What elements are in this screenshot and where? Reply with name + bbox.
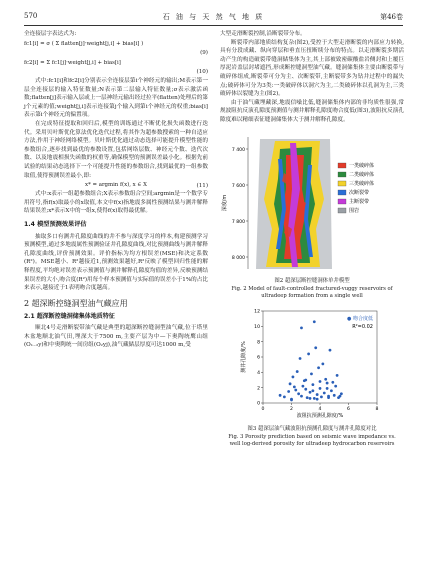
right-column bbox=[220, 30, 404, 449]
data-point bbox=[307, 352, 310, 355]
paragraph: 式中:fc1[i]和fc2[i]分别表示全连接层第i个神经元的输出;M表示第一层全连接层的输入特征数量;N表示第二层输入特征数量;σ表示激活函数;flatten[j]表示输入层或上一层神经元输出经过拉平(flatten)处理后的第j个元素的值;weight[j,i]表示连接第j个输入到第i个神经元的权重;bias[i]表示第i个神经元的偏置项。 bbox=[24, 77, 208, 119]
data-point bbox=[290, 398, 293, 401]
left-column bbox=[24, 30, 208, 350]
x-tick-label: 8 bbox=[375, 406, 379, 412]
data-point bbox=[279, 393, 282, 396]
paragraph: 在完成特征提取和回归后,模型的训练通过不断优化损失函数进行迭代。采用贝叶斯优化算法优化迭代过程,将其作为超参数搜索的一种自适应方法,作用于神经网络模型。贝叶斯优化通过动态选择可能提升模型性能的参数组合,逐步找到最优的参数设置,包括网络层数、神经元个数、迭代次数、以及地震相损失函数的权重等,确保模型的预测误差最小化。根据先前试验的结果动态选择下一个可能提升性能的参数组合,找到最优的一组参数取值,使得预测误差最小,即: bbox=[24, 120, 208, 179]
data-point bbox=[313, 320, 316, 323]
page-header bbox=[24, 12, 403, 24]
legend-swatch bbox=[338, 163, 346, 168]
legend-swatch bbox=[338, 190, 346, 195]
journal-title: 石 油 与 天 然 气 地 质 bbox=[162, 13, 265, 21]
paragraph: 式中:x表示一组超参数组合;X表示参数组合空间;argmin是一个数学专用符号,指f(x)取最小的x取值,本文中f(x)指地震多属性预测结果与测井解释结果误差;x*表示X中的一组x,使得f(x)取得最优解。 bbox=[24, 191, 208, 215]
volume-label: 第46卷 bbox=[380, 13, 403, 21]
legend-swatch bbox=[338, 181, 346, 186]
figure-3 bbox=[237, 305, 387, 425]
data-point bbox=[317, 366, 320, 369]
data-point bbox=[319, 387, 322, 390]
data-point bbox=[304, 387, 307, 390]
figure-2 bbox=[220, 129, 404, 277]
fig2-tick-label: 7 600 bbox=[231, 183, 245, 189]
paragraph: 全连接层字表达式为: bbox=[24, 31, 77, 37]
legend-swatch bbox=[338, 208, 346, 213]
data-point bbox=[324, 377, 327, 380]
data-point bbox=[302, 384, 305, 387]
data-point bbox=[304, 378, 307, 381]
figure-2-caption-en: Fig. 2 Model of fault-controlled fractured-vuggy reservoirs of bbox=[231, 286, 393, 293]
x-tick-label: 4 bbox=[318, 406, 322, 412]
paragraph: 由于油气藏埋藏深,地震信噪比低,缝洞储集体内部的非均质性很强,常规波阻抗反演孔隙度预测值与测井解释孔隙度吻合度低(图3),波阻抗反演孔隙度难以精细表征缝洞储集体大于测井解释孔隙度。 bbox=[220, 99, 404, 123]
legend-label: 次断裂带 bbox=[349, 189, 370, 196]
data-point bbox=[323, 391, 326, 394]
figure-2-caption-en: ultradeep formation from a single well bbox=[261, 293, 363, 300]
y-tick-label: 4 bbox=[257, 370, 260, 376]
section-heading-2-1: 2.1 超深断控缝洞储集体地质特征 bbox=[24, 313, 115, 321]
fault-model-diagram bbox=[220, 129, 404, 277]
y-tick-label: 2 bbox=[257, 385, 260, 391]
paragraph: 抽取多口有测井孔隙度曲线的井不参与深度学习的样本,构建预测学习预测模型,通过多地震属性预测验证井孔隙度曲线,对比预测曲线与测井解释孔隙度曲线,评价预测效果。评价指标为均方根误差(MSE)和决定系数(R²)。MSE越小、R²越接近1,预测效果越好,R²反映了模型回归性能的解释程度,平均绝对误差表示预测值与测井解释孔隙度均值的差异,反映预测结果误差的大小,吻合度(R²)用每个样本预测值与实际值的误差小于1%的占比来表示,越接近于1表明吻合度越高。 bbox=[24, 233, 208, 292]
paragraph: 顺北4号走滑断裂带油气藏是典型的超深断控缝洞型油气藏,位于塔里木盆地顺北油气田,埋深大于7500 m,主要产层为中—下奥陶统鹰山组(O₁₋₂y)和中奥陶统一间房组(O₂yj),油气藏储层厚度可达1000 m,受 bbox=[24, 325, 208, 349]
x-tick-label: 6 bbox=[347, 406, 350, 412]
section-heading-1-4: 1.4 模型预测效果评估 bbox=[24, 221, 87, 229]
data-point bbox=[336, 374, 339, 377]
data-point bbox=[333, 393, 336, 396]
y-tick-label: 10 bbox=[254, 324, 260, 330]
legend-label: 围岩 bbox=[349, 207, 360, 214]
data-point bbox=[313, 397, 316, 400]
annotation: R²=0.02 bbox=[352, 323, 373, 330]
data-point bbox=[293, 385, 296, 388]
data-point bbox=[339, 394, 342, 397]
data-point bbox=[309, 390, 312, 393]
fig2-tick-label: 7 800 bbox=[231, 219, 245, 225]
legend-label: ● 吻合度低 bbox=[347, 315, 373, 322]
data-point bbox=[292, 375, 295, 378]
legend-swatch bbox=[338, 199, 346, 204]
porosity-scatter-chart bbox=[237, 305, 387, 425]
data-point bbox=[287, 390, 290, 393]
data-point bbox=[296, 370, 299, 373]
data-point bbox=[299, 357, 302, 360]
data-point bbox=[310, 372, 313, 375]
data-point bbox=[311, 383, 314, 386]
legend-label: 二类破碎体 bbox=[349, 171, 375, 178]
data-point bbox=[334, 384, 337, 387]
data-point bbox=[309, 397, 312, 400]
data-point bbox=[300, 326, 303, 329]
data-point bbox=[331, 380, 334, 383]
legend-label: 主断裂带 bbox=[349, 198, 370, 205]
paragraph: 断裂带内部地质结构复杂(图2),受控于大型走滑断裂的内部应力转换,具有分段成藏、纵向穿层和垂直压扭断续分布的特点。以走滑断裂多期活动产生的构造破裂带缝洞储集体为主,其上部被致密碳酸盐岩侧封和上覆巨厚泥岩盖层封堵遮挡,形成断控缝洞型油气藏。缝洞储集体主要由断裂带与破碎体组成,断裂带可分为主、次断裂带,主断裂带多为钻井过程中的漏失点;破碎体可分为3类:一类破碎体以洞穴为主,二类破碎体以孔洞为主,三类破碎体以裂缝为主(图2)。 bbox=[220, 39, 404, 98]
equation-number: (10) bbox=[196, 69, 208, 76]
data-point bbox=[311, 389, 314, 392]
data-point bbox=[319, 380, 322, 383]
data-point bbox=[289, 382, 292, 385]
legend-label: 一类破碎体 bbox=[349, 162, 375, 169]
data-point bbox=[297, 392, 300, 395]
page-number: 570 bbox=[24, 12, 38, 20]
y-axis-label: 测井孔隙度/% bbox=[241, 340, 247, 373]
data-point bbox=[316, 393, 319, 396]
equation-11: x* = argmin f(x), x ∈ X bbox=[85, 182, 147, 189]
figure-3-caption: 图3 超深层油气藏波阻抗预测孔隙度与测井孔隙度对比 bbox=[247, 425, 377, 432]
equation-9: fc1[i] = σ ( Σ flatten[j]·weight[j,i] + bias[i] ) bbox=[24, 40, 144, 47]
fig2-tick-label: 8 000 bbox=[231, 255, 245, 261]
data-point bbox=[326, 387, 329, 390]
y-tick-label: 8 bbox=[257, 339, 260, 345]
paragraph: 大型走滑断裂控制,沿断裂带分布。 bbox=[220, 31, 306, 37]
data-point bbox=[294, 388, 297, 391]
equation-number: (9) bbox=[200, 50, 208, 57]
legend-label: 三类破碎体 bbox=[349, 180, 375, 187]
y-tick-label: 0 bbox=[257, 401, 260, 407]
section-heading-2: 2 超深断控缝洞型油气藏应用 bbox=[24, 298, 128, 308]
data-point bbox=[330, 389, 333, 392]
equation-number: (11) bbox=[196, 182, 208, 189]
figure-3-caption-en: well log-derived porosity for ultradeep hydrocarbon reservoirs bbox=[229, 441, 395, 448]
fig2-tick-label: 7 400 bbox=[231, 147, 245, 153]
data-point bbox=[300, 394, 303, 397]
x-tick-label: 2 bbox=[290, 406, 293, 412]
data-point bbox=[327, 396, 330, 399]
data-point bbox=[316, 397, 319, 400]
y-tick-label: 12 bbox=[254, 309, 260, 315]
data-point bbox=[320, 395, 323, 398]
data-point bbox=[283, 395, 286, 398]
header-rule bbox=[24, 25, 403, 26]
x-axis-label: 波阻抗预测孔隙度/% bbox=[296, 412, 344, 419]
data-point bbox=[321, 362, 324, 365]
x-tick-label: 0 bbox=[261, 406, 265, 412]
figure-2-caption: 图2 超深层断控缝洞体单井模型 bbox=[274, 277, 350, 284]
data-point bbox=[329, 348, 332, 351]
y-tick-label: 6 bbox=[257, 355, 260, 361]
figure-3-caption-en: Fig. 3 Porosity prediction based on seismic wave impedance vs. bbox=[228, 434, 396, 441]
fig2-ylabel: 深度/m bbox=[222, 194, 228, 211]
data-point bbox=[306, 396, 309, 399]
legend-swatch bbox=[338, 172, 346, 177]
equation-10: fc2[i] = Σ fc1[j]·weight[j,i] + bias[i] bbox=[24, 59, 121, 66]
data-point bbox=[326, 381, 329, 384]
data-point bbox=[314, 346, 317, 349]
